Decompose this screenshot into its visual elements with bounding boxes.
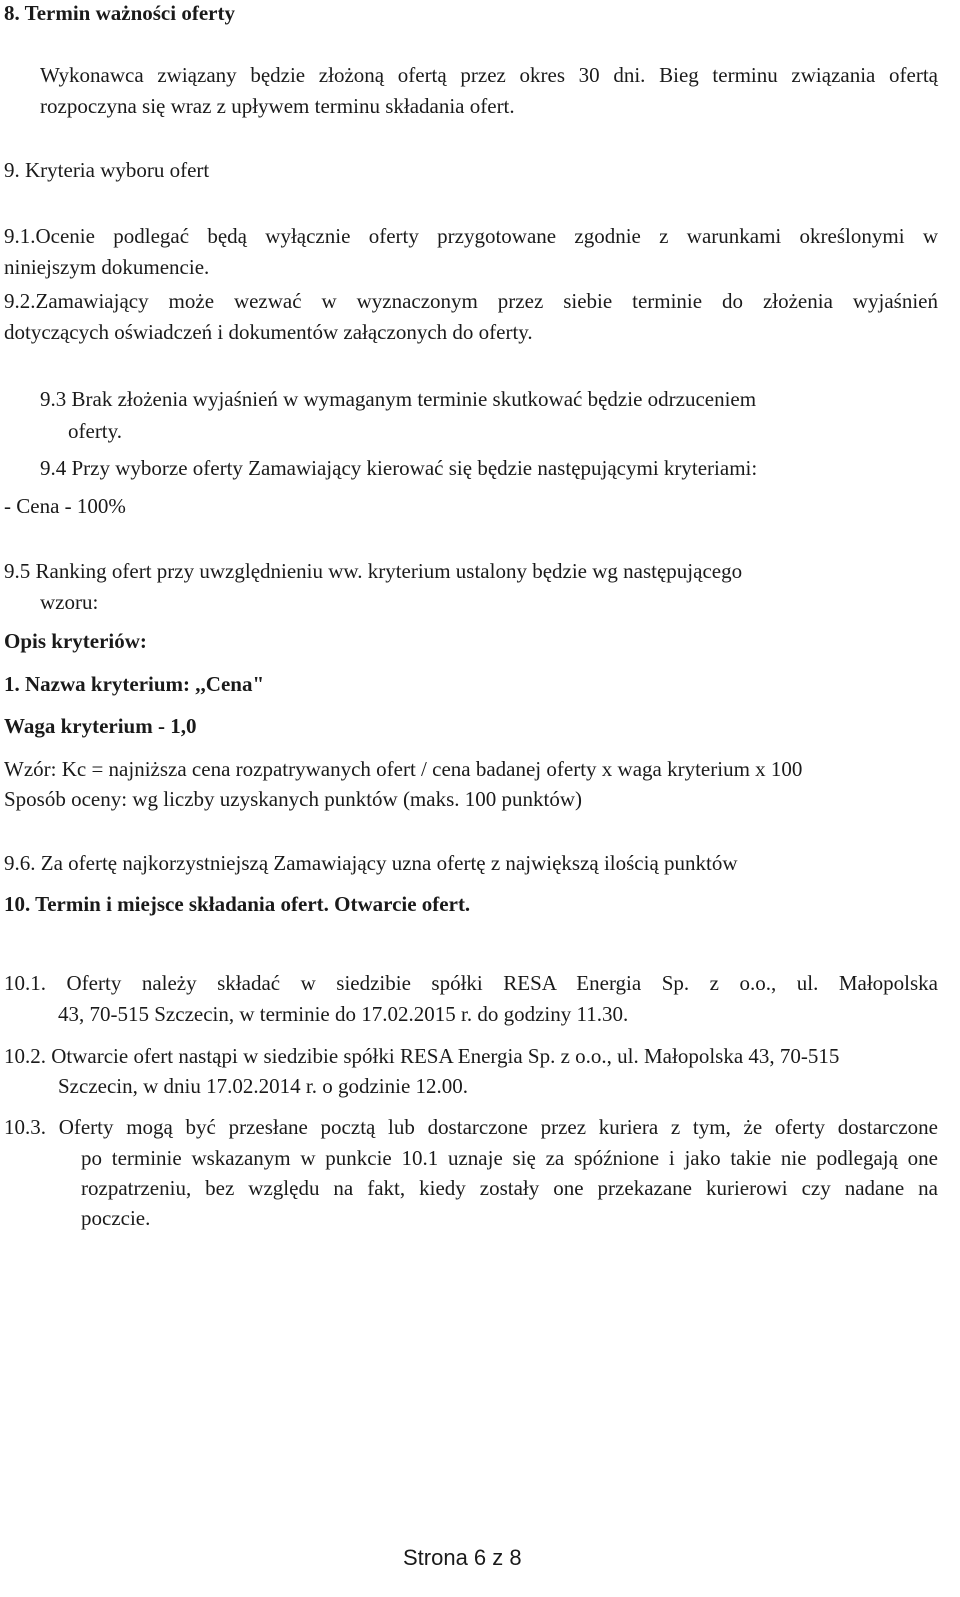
criterion-name: 1. Nazwa kryterium: ,,Cena" [4, 672, 265, 696]
paragraph-10-3-line: poczcie. [81, 1206, 151, 1230]
paragraph-9-2-line: 9.2.Zamawiający może wezwać w wyznaczonym przez siebie terminie do złożenia wyjaśnień [4, 289, 938, 313]
paragraph-10-3-line: rozpatrzeniu, bez względu na fakt, kiedy zostały one przekazane kurierowi czy nadane na [81, 1176, 938, 1200]
paragraph-9-6: 9.6. Za ofertę najkorzystniejszą Zamawiający uzna ofertę z największą ilością punktów [4, 851, 738, 875]
section-8-heading: 8. Termin ważności oferty [4, 1, 235, 25]
paragraph-9-1-line: niniejszym dokumencie. [4, 255, 210, 279]
page-number-footer: Strona 6 z 8 [403, 1545, 522, 1570]
paragraph-9-3-line: 9.3 Brak złożenia wyjaśnień w wymaganym terminie skutkować będzie odrzuceniem [40, 387, 757, 411]
paragraph-10-2-line: 10.2. Otwarcie ofert nastąpi w siedzibie spółki RESA Energia Sp. z o.o., ul. Małopolska 43, 70-515 [4, 1044, 840, 1068]
paragraph-9-1-line: 9.1.Ocenie podlegać będą wyłącznie oferty przygotowane zgodnie z warunkami określonymi w [4, 224, 938, 248]
section-9-heading: 9. Kryteria wyboru ofert [4, 158, 210, 182]
paragraph-10-3-line: po terminie wskazanym w punkcie 10.1 uznaje się za spóźnione i jako takie nie podlegają one [81, 1146, 938, 1170]
criterion-weight: Waga kryterium - 1,0 [4, 714, 197, 738]
criteria-list-item: - Cena - 100% [4, 494, 126, 518]
section-8-text-line: Wykonawca związany będzie złożoną ofertą przez okres 30 dni. Bieg terminu związania ofertą [40, 63, 938, 87]
criteria-description-heading: Opis kryteriów: [4, 629, 147, 653]
paragraph-10-2-line: Szczecin, w dniu 17.02.2014 r. o godzinie 12.00. [58, 1074, 469, 1098]
section-10-heading: 10. Termin i miejsce składania ofert. Otwarcie ofert. [4, 892, 471, 916]
section-8-text-line: rozpoczyna się wraz z upływem terminu składania ofert. [40, 94, 515, 118]
paragraph-9-5-line: wzoru: [40, 590, 99, 614]
scoring-method-text: Sposób oceny: wg liczby uzyskanych punktów (maks. 100 punktów) [4, 787, 583, 811]
paragraph-9-4: 9.4 Przy wyborze oferty Zamawiający kierować się będzie następującymi kryteriami: [40, 456, 758, 480]
formula-text: Wzór: Kc = najniższa cena rozpatrywanych ofert / cena badanej oferty x waga kryterium x 100 [4, 757, 803, 781]
paragraph-10-1-line: 43, 70-515 Szczecin, w terminie do 17.02.2015 r. do godziny 11.30. [58, 1002, 629, 1026]
paragraph-9-3-line: oferty. [68, 419, 123, 443]
paragraph-9-5-line: 9.5 Ranking ofert przy uwzględnieniu ww. kryterium ustalony będzie wg następującego [4, 559, 743, 583]
paragraph-10-1-line: 10.1. Oferty należy składać w siedzibie spółki RESA Energia Sp. z o.o., ul. Małopolska [4, 971, 938, 995]
paragraph-10-3-line: 10.3. Oferty mogą być przesłane pocztą lub dostarczone przez kuriera z tym, że oferty dostarczone [4, 1115, 938, 1139]
paragraph-9-2-line: dotyczących oświadczeń i dokumentów załączonych do oferty. [4, 320, 533, 344]
